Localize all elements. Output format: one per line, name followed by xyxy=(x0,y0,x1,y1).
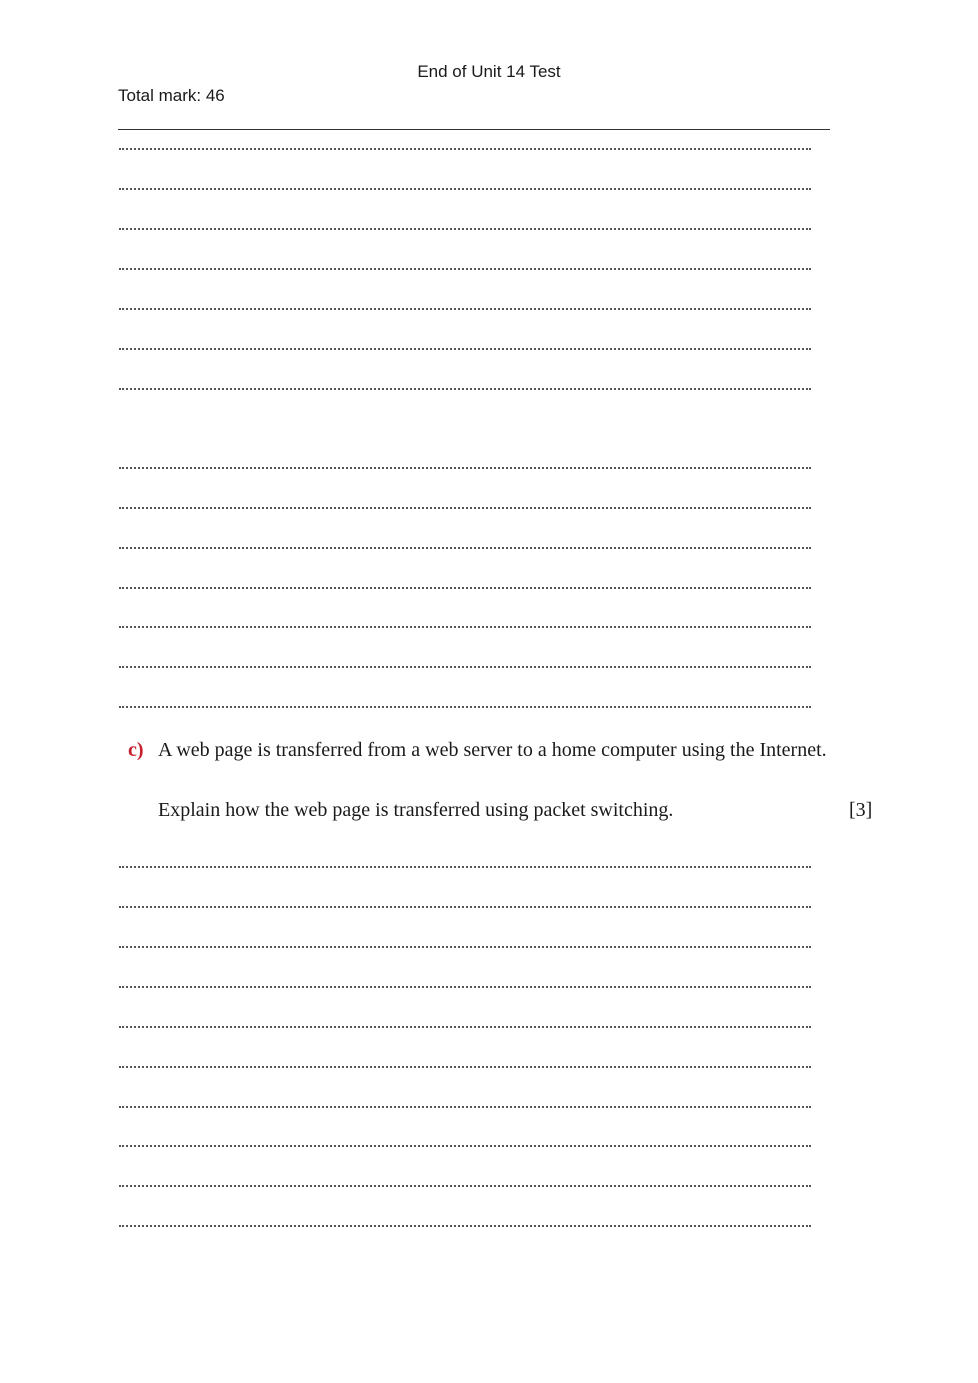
answer-line[interactable] xyxy=(119,1225,811,1227)
answer-line[interactable] xyxy=(119,986,811,988)
test-title: End of Unit 14 Test xyxy=(417,62,561,81)
answer-line[interactable] xyxy=(119,1106,811,1108)
answer-line[interactable] xyxy=(119,228,811,230)
question-text: A web page is transferred from a web server to a home computer using the Internet. xyxy=(158,739,827,761)
answer-line[interactable] xyxy=(119,547,811,549)
answer-line[interactable] xyxy=(119,308,811,310)
question-c xyxy=(128,737,844,764)
answer-line[interactable] xyxy=(119,388,811,390)
header-divider xyxy=(118,129,830,130)
answer-line[interactable] xyxy=(119,467,811,469)
answer-line[interactable] xyxy=(119,268,811,270)
answer-line[interactable] xyxy=(119,906,811,908)
answer-line[interactable] xyxy=(119,626,811,628)
answer-line[interactable] xyxy=(119,946,811,948)
answer-line[interactable] xyxy=(119,348,811,350)
answer-line[interactable] xyxy=(119,507,811,509)
answer-line[interactable] xyxy=(119,706,811,708)
question-instruction: Explain how the web page is transferred using packet switching. xyxy=(158,799,674,821)
question-marks: [3] xyxy=(849,799,873,821)
answer-line[interactable] xyxy=(119,866,811,868)
answer-line[interactable] xyxy=(119,587,811,589)
answer-line[interactable] xyxy=(119,1026,811,1028)
answer-line[interactable] xyxy=(119,1066,811,1068)
answer-line[interactable] xyxy=(119,1145,811,1147)
answer-line[interactable] xyxy=(119,188,811,190)
total-mark: Total mark: 46 xyxy=(118,86,225,105)
question-label: c) xyxy=(128,739,144,761)
answer-line[interactable] xyxy=(119,148,811,150)
answer-line[interactable] xyxy=(119,666,811,668)
answer-line[interactable] xyxy=(119,1185,811,1187)
